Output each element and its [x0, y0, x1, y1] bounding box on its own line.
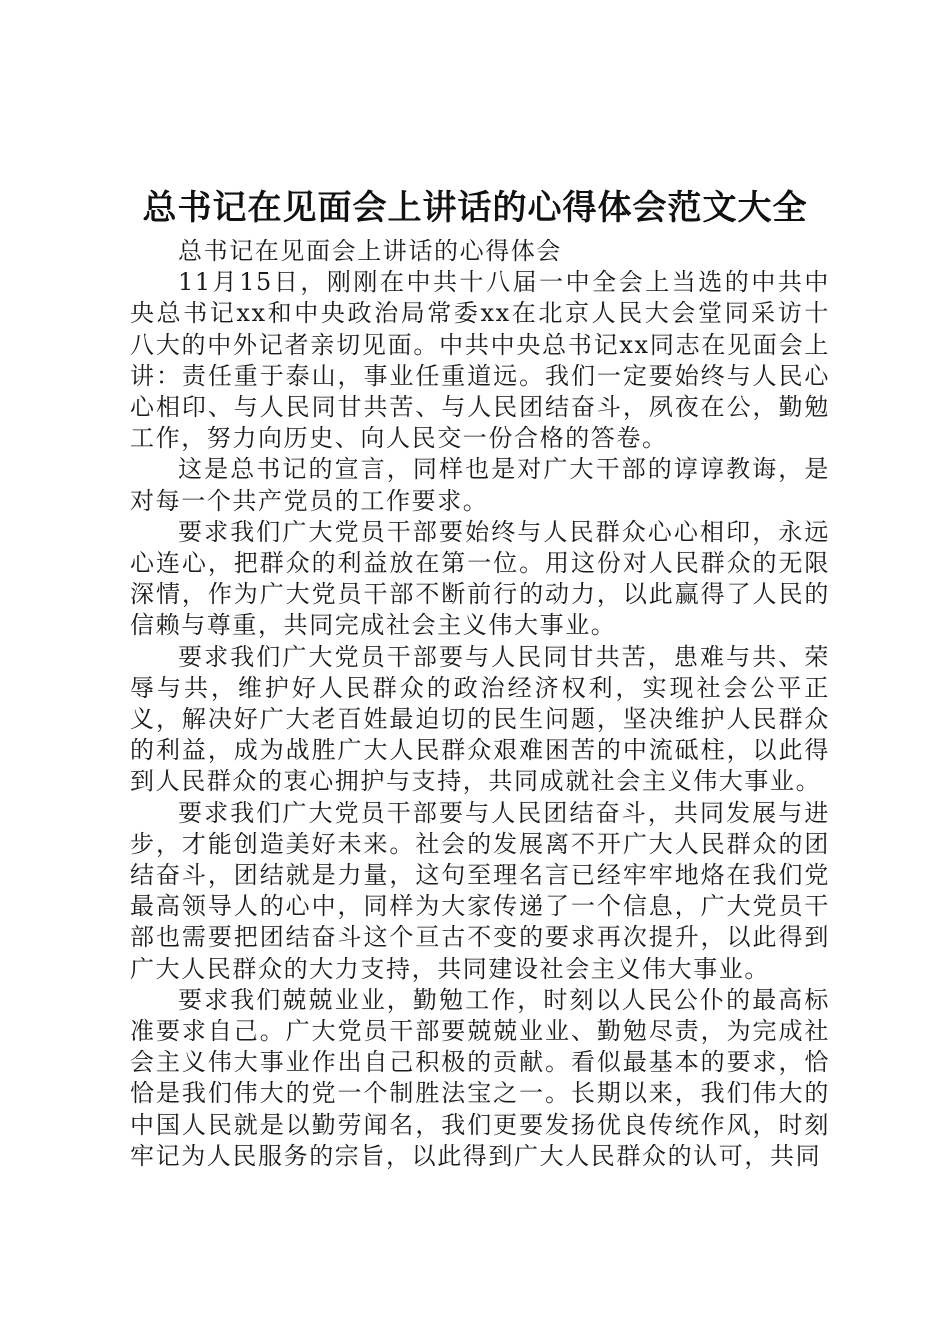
document-body [130, 236, 830, 1172]
paragraph: 11月15日，刚刚在中共十八届一中全会上当选的中共中央总书记xx和中央政治局常委xx在北京人民大会堂同采访十八大的中外记者亲切见面。中共中央总书记xx同志在见面会上讲：责任重于泰山，事业任重道远。我们一定要始终与人民心心相印、与人民同甘共苦、与人民团结奋斗，夙夜在公，勤勉工作，努力向历史、向人民交一份合格的答卷。 [130, 268, 830, 453]
paragraph: 要求我们兢兢业业，勤勉工作，时刻以人民公仆的最高标准要求自己。广大党员干部要兢兢业业、勤勉尽责，为完成社会主义伟大事业作出自己积极的贡献。看似最基本的要求，恰恰是我们伟大的党一个制胜法宝之一。长期以来，我们伟大的中国人民就是以勤劳闻名，我们更要发扬优良传统作风，时刻牢记为人民服务的宗旨，以此得到广大人民群众的认可，共同 [130, 985, 830, 1170]
paragraph: 要求我们广大党员干部要与人民团结奋斗，共同发展与进步，才能创造美好未来。社会的发展离不开广大人民群众的团结奋斗，团结就是力量，这句至理名言已经牢牢地烙在我们党最高领导人的心中，同样为大家传递了一个信息，广大党员干部也需要把团结奋斗这个亘古不变的要求再次提升，以此得到广大人民群众的大力支持，共同建设社会主义伟大事业。 [130, 798, 830, 983]
paragraph: 这是总书记的宣言，同样也是对广大干部的谆谆教诲，是对每一个共产党员的工作要求。 [130, 455, 830, 515]
paragraph: 要求我们广大党员干部要始终与人民群众心心相印，永远心连心，把群众的利益放在第一位。用这份对人民群众的无限深情，作为广大党员干部不断前行的动力，以此赢得了人民的信赖与尊重，共同完成社会主义伟大事业。 [130, 517, 830, 640]
document-subtitle: 总书记在见面会上讲话的心得体会 [178, 237, 562, 265]
document-title: 总书记在见面会上讲话的心得体会范文大全 [142, 188, 808, 228]
paragraph: 要求我们广大党员干部要与人民同甘共苦，患难与共、荣辱与共，维护好人民群众的政治经济权利，实现社会公平正义，解决好广大老百姓最迫切的民生问题，坚决维护人民群众的利益，成为战胜广大人民群众艰难困苦的中流砥柱，以此得到人民群众的衷心拥护与支持，共同成就社会主义伟大事业。 [130, 642, 830, 796]
